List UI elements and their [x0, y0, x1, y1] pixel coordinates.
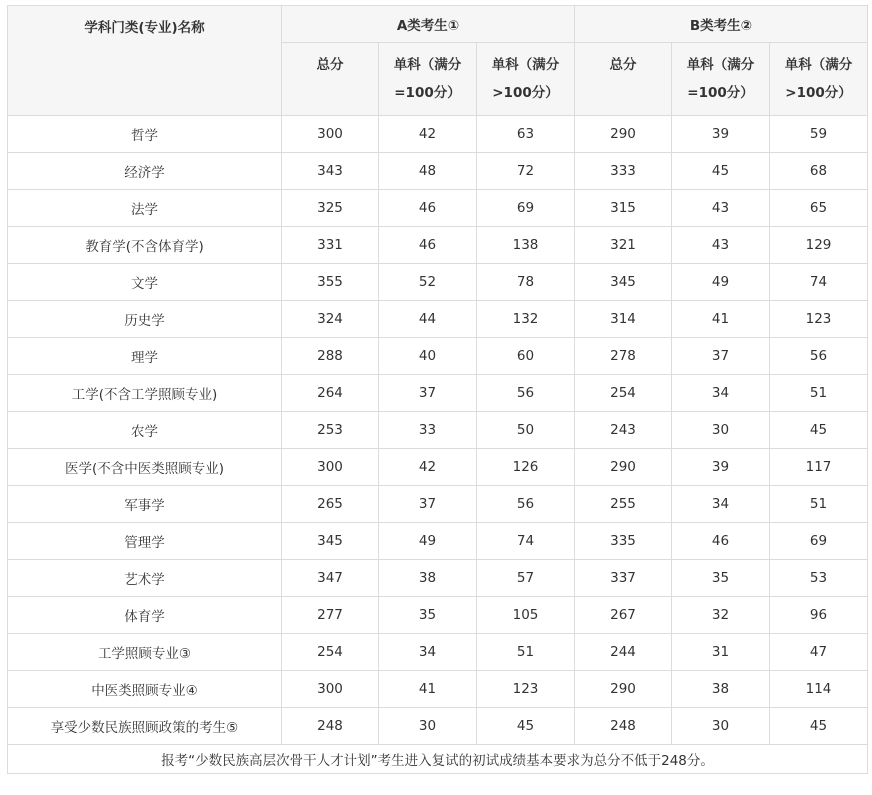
header-b-total-label: 总分: [609, 57, 637, 73]
header-b-single-eq-line1: 单科（满分: [686, 57, 755, 73]
table-row: [8, 671, 868, 708]
cell-b-total: 278: [575, 338, 672, 375]
cell-b-single-eq: 45: [672, 153, 770, 190]
table-row: [8, 486, 868, 523]
header-a-single-gt-line1: 单科（满分: [491, 57, 560, 73]
cell-a-total: 264: [282, 375, 379, 412]
cell-b-single-eq: 35: [672, 560, 770, 597]
cell-a-single-gt: 60: [477, 338, 575, 375]
cell-b-single-gt: 69: [770, 523, 868, 560]
header-b-total: [575, 43, 672, 116]
cell-b-single-gt: 129: [770, 227, 868, 264]
cell-category: 工学照顾专业③: [8, 634, 282, 671]
cell-a-single-eq: 30: [379, 708, 477, 745]
header-row-groups: [8, 6, 868, 43]
cell-a-single-eq: 42: [379, 449, 477, 486]
table-row: [8, 597, 868, 634]
cell-category: 历史学: [8, 301, 282, 338]
cell-a-total: 254: [282, 634, 379, 671]
cell-category: 体育学: [8, 597, 282, 634]
cell-category: 管理学: [8, 523, 282, 560]
header-a-single-eq-line2: =100分）: [394, 85, 461, 101]
cell-a-single-eq: 40: [379, 338, 477, 375]
cell-b-total: 248: [575, 708, 672, 745]
cell-b-single-gt: 51: [770, 375, 868, 412]
cell-b-total: 333: [575, 153, 672, 190]
cell-b-single-eq: 41: [672, 301, 770, 338]
cell-a-single-gt: 138: [477, 227, 575, 264]
cell-b-total: 315: [575, 190, 672, 227]
table-row: [8, 227, 868, 264]
cell-b-single-eq: 39: [672, 116, 770, 153]
cell-a-single-eq: 35: [379, 597, 477, 634]
table-row: [8, 301, 868, 338]
table-row: [8, 560, 868, 597]
cell-a-single-gt: 51: [477, 634, 575, 671]
cell-b-single-eq: 39: [672, 449, 770, 486]
table-row: [8, 153, 868, 190]
table-row: [8, 264, 868, 301]
header-a-single-eq: [379, 43, 477, 116]
cell-b-single-eq: 43: [672, 190, 770, 227]
cell-b-single-gt: 96: [770, 597, 868, 634]
header-a-single-gt: [477, 43, 575, 116]
cell-b-total: 290: [575, 671, 672, 708]
cell-a-single-gt: 72: [477, 153, 575, 190]
cell-b-total: 255: [575, 486, 672, 523]
cell-a-total: 324: [282, 301, 379, 338]
cell-b-single-gt: 65: [770, 190, 868, 227]
cell-b-single-gt: 114: [770, 671, 868, 708]
cell-b-single-eq: 31: [672, 634, 770, 671]
cell-b-single-gt: 56: [770, 338, 868, 375]
cell-category: 艺术学: [8, 560, 282, 597]
cell-b-single-gt: 45: [770, 412, 868, 449]
table-body: [8, 116, 868, 774]
cell-b-single-eq: 30: [672, 708, 770, 745]
table-row: [8, 708, 868, 745]
cell-a-single-eq: 34: [379, 634, 477, 671]
cell-a-total: 355: [282, 264, 379, 301]
cell-b-total: 244: [575, 634, 672, 671]
cell-category: 法学: [8, 190, 282, 227]
cell-a-total: 300: [282, 671, 379, 708]
cell-b-single-eq: 32: [672, 597, 770, 634]
cell-b-total: 243: [575, 412, 672, 449]
cell-category: 理学: [8, 338, 282, 375]
cell-a-single-eq: 37: [379, 375, 477, 412]
table-header: [8, 6, 868, 116]
cell-a-single-eq: 48: [379, 153, 477, 190]
cell-a-single-gt: 56: [477, 375, 575, 412]
score-table-container: [7, 5, 867, 774]
cell-b-single-eq: 43: [672, 227, 770, 264]
cell-a-single-eq: 46: [379, 190, 477, 227]
cell-b-total: 335: [575, 523, 672, 560]
cell-b-total: 290: [575, 116, 672, 153]
table-row: [8, 375, 868, 412]
cell-b-single-eq: 49: [672, 264, 770, 301]
cell-a-total: 288: [282, 338, 379, 375]
cell-b-single-gt: 47: [770, 634, 868, 671]
cell-b-single-eq: 38: [672, 671, 770, 708]
header-b-single-gt: [770, 43, 868, 116]
cell-b-single-eq: 46: [672, 523, 770, 560]
cell-a-single-eq: 38: [379, 560, 477, 597]
cell-a-total: 347: [282, 560, 379, 597]
cell-b-total: 337: [575, 560, 672, 597]
cell-b-single-gt: 68: [770, 153, 868, 190]
cell-a-single-gt: 74: [477, 523, 575, 560]
cell-b-total: 314: [575, 301, 672, 338]
table-row: [8, 338, 868, 375]
cell-a-total: 253: [282, 412, 379, 449]
cell-category: 医学(不含中医类照顾专业): [8, 449, 282, 486]
table-row: [8, 412, 868, 449]
cell-b-total: 345: [575, 264, 672, 301]
table-row: [8, 634, 868, 671]
table-note: 报考“少数民族高层次骨干人才计划”考生进入复试的初试成绩基本要求为总分不低于248分。: [8, 745, 868, 774]
table-row: [8, 190, 868, 227]
cell-a-total: 331: [282, 227, 379, 264]
cell-a-single-eq: 46: [379, 227, 477, 264]
table-row: [8, 116, 868, 153]
cell-b-single-gt: 51: [770, 486, 868, 523]
cell-a-single-eq: 41: [379, 671, 477, 708]
cell-b-single-eq: 30: [672, 412, 770, 449]
cell-category: 军事学: [8, 486, 282, 523]
cell-category: 农学: [8, 412, 282, 449]
cell-a-single-gt: 63: [477, 116, 575, 153]
cell-a-single-eq: 33: [379, 412, 477, 449]
header-b-single-gt-line2: >100分）: [785, 85, 852, 101]
cell-a-single-gt: 132: [477, 301, 575, 338]
header-a-single-eq-line1: 单科（满分: [393, 57, 462, 73]
cell-a-single-gt: 50: [477, 412, 575, 449]
cell-category: 享受少数民族照顾政策的考生⑤: [8, 708, 282, 745]
cell-a-single-gt: 57: [477, 560, 575, 597]
cell-a-single-gt: 126: [477, 449, 575, 486]
cell-category: 哲学: [8, 116, 282, 153]
cell-b-single-gt: 123: [770, 301, 868, 338]
table-row: [8, 523, 868, 560]
cell-a-total: 265: [282, 486, 379, 523]
cell-a-single-eq: 52: [379, 264, 477, 301]
cell-b-total: 290: [575, 449, 672, 486]
header-b-single-eq-line2: =100分）: [687, 85, 754, 101]
cell-category: 工学(不含工学照顾专业): [8, 375, 282, 412]
cell-a-single-gt: 69: [477, 190, 575, 227]
cell-b-single-gt: 117: [770, 449, 868, 486]
header-b-single-gt-line1: 单科（满分: [784, 57, 853, 73]
header-group-b: B类考生②: [575, 6, 868, 43]
cell-b-single-gt: 74: [770, 264, 868, 301]
cell-b-single-eq: 37: [672, 338, 770, 375]
cell-category: 文学: [8, 264, 282, 301]
cell-a-single-gt: 123: [477, 671, 575, 708]
cell-b-total: 321: [575, 227, 672, 264]
cell-b-single-gt: 59: [770, 116, 868, 153]
header-a-total-label: 总分: [316, 57, 344, 73]
header-b-single-eq: [672, 43, 770, 116]
cell-a-total: 325: [282, 190, 379, 227]
cell-category: 中医类照顾专业④: [8, 671, 282, 708]
cell-a-total: 343: [282, 153, 379, 190]
header-group-a: A类考生①: [282, 6, 575, 43]
cell-a-total: 345: [282, 523, 379, 560]
cell-b-total: 254: [575, 375, 672, 412]
cell-a-single-eq: 42: [379, 116, 477, 153]
cell-b-total: 267: [575, 597, 672, 634]
cell-a-total: 300: [282, 116, 379, 153]
table-row: [8, 449, 868, 486]
cell-a-single-eq: 44: [379, 301, 477, 338]
cell-a-single-gt: 78: [477, 264, 575, 301]
cell-b-single-gt: 53: [770, 560, 868, 597]
cell-b-single-gt: 45: [770, 708, 868, 745]
cell-a-single-gt: 56: [477, 486, 575, 523]
cell-a-total: 300: [282, 449, 379, 486]
cell-a-single-eq: 49: [379, 523, 477, 560]
cell-a-single-gt: 105: [477, 597, 575, 634]
cell-category: 教育学(不含体育学): [8, 227, 282, 264]
cell-b-single-eq: 34: [672, 375, 770, 412]
cell-b-single-eq: 34: [672, 486, 770, 523]
table-note-row: [8, 745, 868, 774]
cell-category: 经济学: [8, 153, 282, 190]
cell-a-total: 277: [282, 597, 379, 634]
header-a-single-gt-line2: >100分）: [492, 85, 559, 101]
header-a-total: [282, 43, 379, 116]
score-table: [7, 5, 868, 774]
cell-a-total: 248: [282, 708, 379, 745]
header-category: 学科门类(专业)名称: [8, 6, 282, 116]
cell-a-single-eq: 37: [379, 486, 477, 523]
cell-a-single-gt: 45: [477, 708, 575, 745]
